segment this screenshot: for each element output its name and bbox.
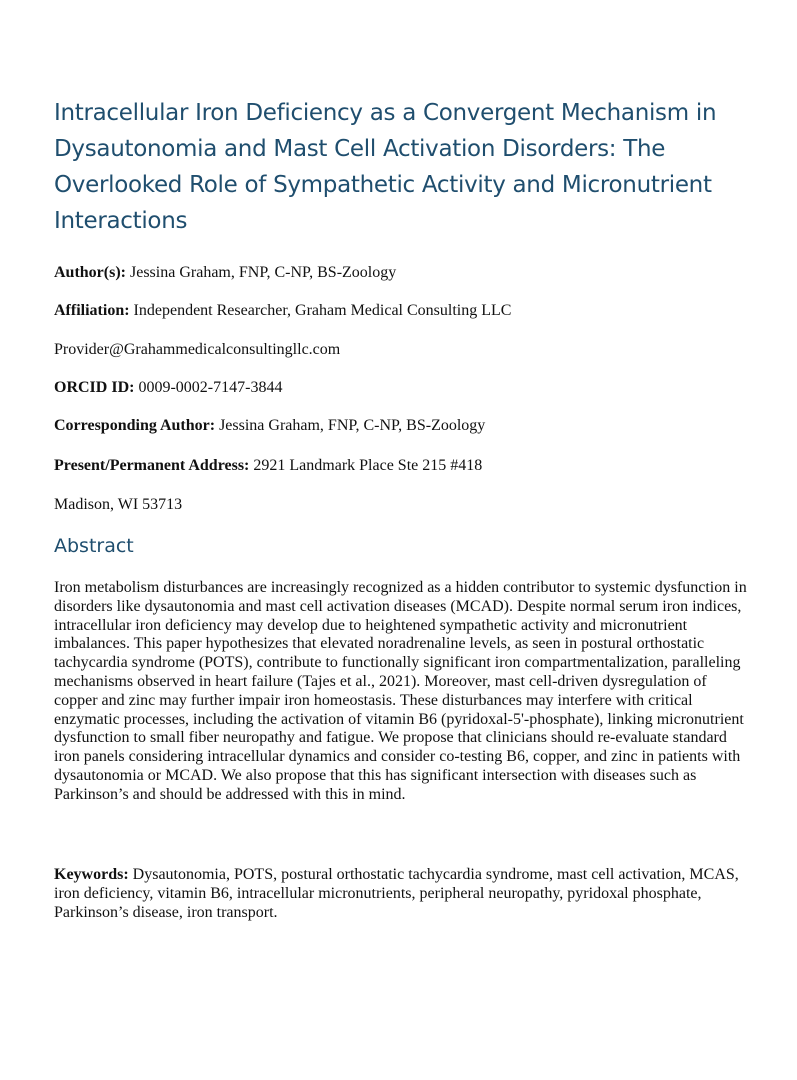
orcid-value: 0009-0002-7147-3844 — [134, 379, 283, 396]
affiliation-value: Independent Researcher, Graham Medical Consulting LLC — [129, 302, 512, 319]
affiliation-label: Affiliation: — [54, 302, 130, 319]
abstract-body: Iron metabolism disturbances are increasingly recognized as a hidden contributor to systemic dysfunction in disorders like dysautonomia and mast cell activation diseases (MCAD). Despite normal serum iron indices, intracellular iron deficiency may develop due to heightened sympathetic activity and micronutrient imbalances. This paper hypothesizes that elevated noradrenaline levels, as seen in postural orthostatic tachycardia syndrome (POTS), contribute to functionally significant iron compartmentalization, paralleling mechanisms observed in heart failure (Tajes et al., 2021). Moreover, mast cell-driven dysregulation of copper and zinc may further impair iron homeostasis. These disturbances may interfere with critical enzymatic processes, including the activation of vitamin B6 (pyridoxal-5'-phosphate), linking micronutrient dysfunction to small fiber neuropathy and fatigue. We propose that clinicians should re-evaluate standard iron panels considering intracellular dynamics and consider co-testing B6, copper, and zinc in patients with dysautonomia or MCAD. We also propose that this has significant intersection with diseases such as Parkinson’s and should be addressed with this in mind. — [54, 579, 747, 803]
email-address: Provider@Grahammedicalconsultingllc.com — [54, 341, 341, 358]
address-line — [54, 456, 754, 476]
address-value: 2921 Landmark Place Ste 215 #418 — [249, 457, 483, 474]
keywords-value: Dysautonomia, POTS, postural orthostatic tachycardia syndrome, mast cell activation, MCAS, iron deficiency, vitamin B6, intracellular micronutrients, peripheral neuropathy, pyridoxal phosphate, Parkinson’s disease, iron transport. — [54, 866, 739, 921]
keywords-label: Keywords: — [54, 866, 129, 883]
keywords-paragraph — [54, 866, 754, 922]
address-city: Madison, WI 53713 — [54, 496, 183, 513]
corresponding-author-value: Jessina Graham, FNP, C-NP, BS-Zoology — [215, 417, 486, 434]
corresponding-author-line — [54, 416, 754, 436]
orcid-label: ORCID ID: — [54, 379, 135, 396]
corresponding-author-label: Corresponding Author: — [54, 417, 216, 434]
orcid-line — [54, 378, 754, 398]
email-line — [54, 340, 754, 360]
author-value: Jessina Graham, FNP, C-NP, BS-Zoology — [126, 264, 397, 281]
affiliation-line — [54, 301, 754, 321]
author-line — [54, 263, 754, 283]
address-label: Present/Permanent Address: — [54, 457, 250, 474]
author-label: Author(s): — [54, 264, 126, 281]
abstract-heading: Abstract — [54, 535, 134, 557]
paper-title: Intracellular Iron Deficiency as a Convergent Mechanism in Dysautonomia and Mast Cell Activation Disorders: The Overlooked Role of Sympathetic Activity and Micronutrient Interactions — [54, 100, 717, 234]
address-city-line — [54, 495, 754, 515]
